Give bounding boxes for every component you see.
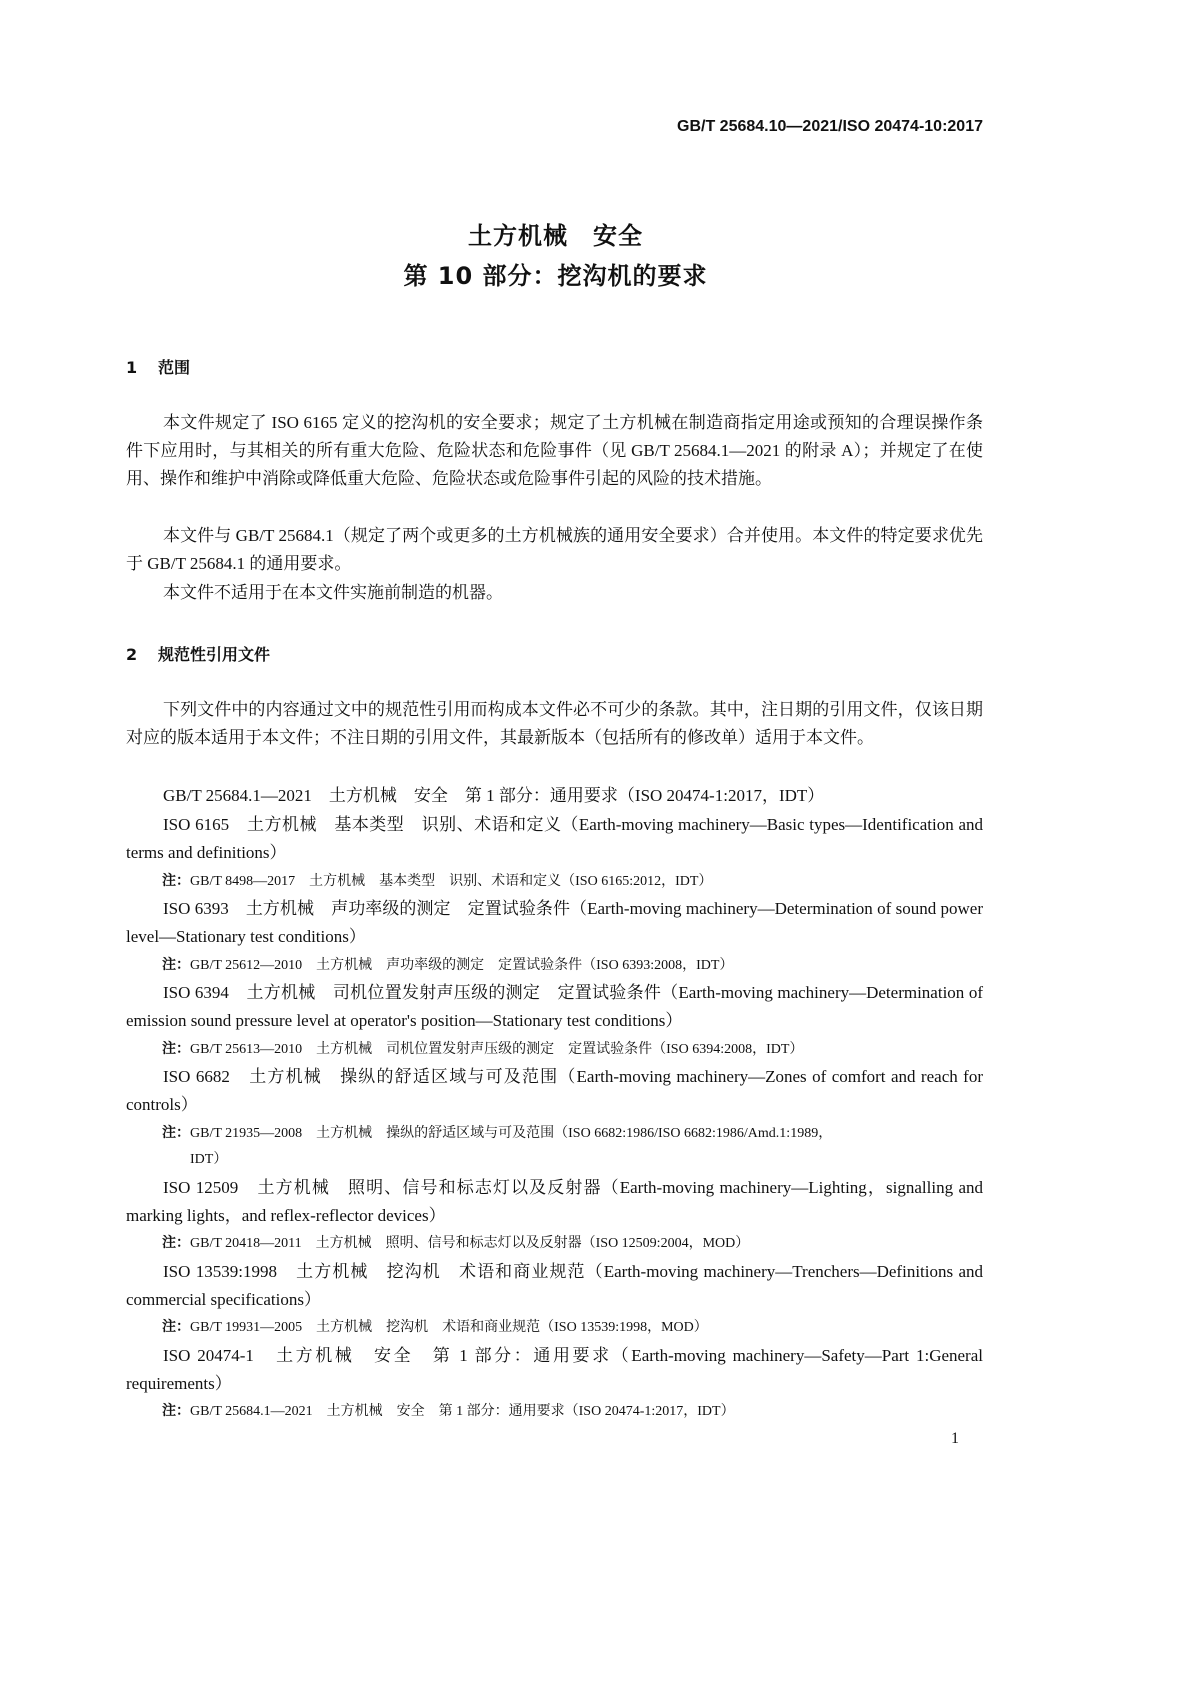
- note-text: GB/T 25684.1—2021 土方机械 安全 第 1 部分：通用要求（ISO 20474-1:2017，IDT）: [190, 1404, 735, 1419]
- note-label: 注：: [162, 1319, 190, 1335]
- note-text-continued: IDT）: [190, 1152, 228, 1167]
- reference-note: [162, 1314, 984, 1341]
- reference-note: [162, 952, 984, 979]
- paragraph: 本文件与 GB/T 25684.1（规定了两个或更多的土方机械族的通用安全要求）合并使用。本文件的特定要求优先于 GB/T 25684.1 的通用要求。: [126, 526, 983, 573]
- reference-item: ISO 6393 土方机械 声功率级的测定 定置试验条件（Earth-moving machinery—Determination of sound power level—Stationary test conditions）: [126, 899, 983, 946]
- page-number: 1: [951, 1430, 959, 1447]
- reference-item: ISO 6682 土方机械 操纵的舒适区域与可及范围（Earth-moving machinery—Zones of comfort and reach for controls）: [126, 1067, 983, 1114]
- reference-item: ISO 20474-1 土方机械 安全 第 1 部分：通用要求（Earth-moving machinery—Safety—Part 1:General requirements）: [126, 1346, 983, 1393]
- reference-item: ISO 6165 土方机械 基本类型 识别、术语和定义（Earth-moving machinery—Basic types—Identification and terms and definitions）: [126, 815, 983, 862]
- note-text: GB/T 8498—2017 土方机械 基本类型 识别、术语和定义（ISO 6165:2012，IDT）: [190, 874, 713, 889]
- section-heading-scope: [126, 355, 190, 378]
- note-label: 注：: [162, 957, 190, 973]
- section-title: 规范性引用文件: [158, 645, 271, 664]
- note-text: GB/T 19931—2005 土方机械 挖沟机 术语和商业规范（ISO 13539:1998，MOD）: [190, 1320, 708, 1335]
- note-label: 注：: [162, 873, 190, 889]
- document-title: 土方机械 安全: [468, 222, 643, 250]
- reference-item: GB/T 25684.1—2021 土方机械 安全 第 1 部分：通用要求（ISO 20474-1:2017，IDT）: [163, 786, 825, 805]
- note-label: 注：: [162, 1125, 190, 1141]
- reference-item: ISO 6394 土方机械 司机位置发射声压级的测定 定置试验条件（Earth-moving machinery—Determination of emission sound pressure level at operator's position—Stationary test conditions）: [126, 983, 983, 1030]
- section-number: 2: [126, 645, 138, 664]
- reference-note: [162, 1398, 984, 1425]
- paragraph: 下列文件中的内容通过文中的规范性引用而构成本文件必不可少的条款。其中，注日期的引用文件，仅该日期对应的版本适用于本文件；不注日期的引用文件，其最新版本（包括所有的修改单）适用于本文件。: [126, 700, 983, 747]
- paragraph: 本文件规定了 ISO 6165 定义的挖沟机的安全要求；规定了土方机械在制造商指定用途或预知的合理误操作条件下应用时，与其相关的所有重大危险、危险状态和危险事件（见 GB/T 25684.1—2021 的附录 A）；并规定了在使用、操作和维护中消除或降低重大危险、危险状态或危险事件引起的风险的技术措施。: [126, 413, 983, 488]
- reference-item: ISO 13539:1998 土方机械 挖沟机 术语和商业规范（Earth-moving machinery—Trenchers—Definitions and commercial specifications）: [126, 1262, 983, 1309]
- standard-number-header: GB/T 25684.10—2021/ISO 20474-10:2017: [677, 118, 983, 135]
- note-label: 注：: [162, 1235, 190, 1251]
- note-text: GB/T 25612—2010 土方机械 声功率级的测定 定置试验条件（ISO 6393:2008，IDT）: [190, 958, 734, 973]
- reference-note: [162, 1120, 984, 1173]
- paragraph: 本文件不适用于在本文件实施前制造的机器。: [163, 583, 503, 602]
- note-label: 注：: [162, 1403, 190, 1419]
- note-text: GB/T 20418—2011 土方机械 照明、信号和标志灯以及反射器（ISO 12509:2004，MOD）: [190, 1236, 750, 1251]
- note-label: 注：: [162, 1041, 190, 1057]
- section-heading-normative-references: [126, 642, 270, 665]
- reference-note: [162, 868, 984, 895]
- reference-item: ISO 12509 土方机械 照明、信号和标志灯以及反射器（Earth-moving machinery—Lighting，signalling and marking lights，and reflex-reflector devices）: [126, 1178, 983, 1225]
- section-title: 范围: [158, 358, 191, 377]
- reference-note: [162, 1230, 984, 1257]
- reference-note: [162, 1036, 984, 1063]
- note-text: GB/T 25613—2010 土方机械 司机位置发射声压级的测定 定置试验条件（ISO 6394:2008，IDT）: [190, 1042, 804, 1057]
- document-subtitle: 第 10 部分：挖沟机的要求: [403, 262, 708, 290]
- note-text: GB/T 21935—2008 土方机械 操纵的舒适区域与可及范围（ISO 6682:1986/ISO 6682:1986/Amd.1:1989，: [190, 1126, 833, 1141]
- section-number: 1: [126, 358, 138, 377]
